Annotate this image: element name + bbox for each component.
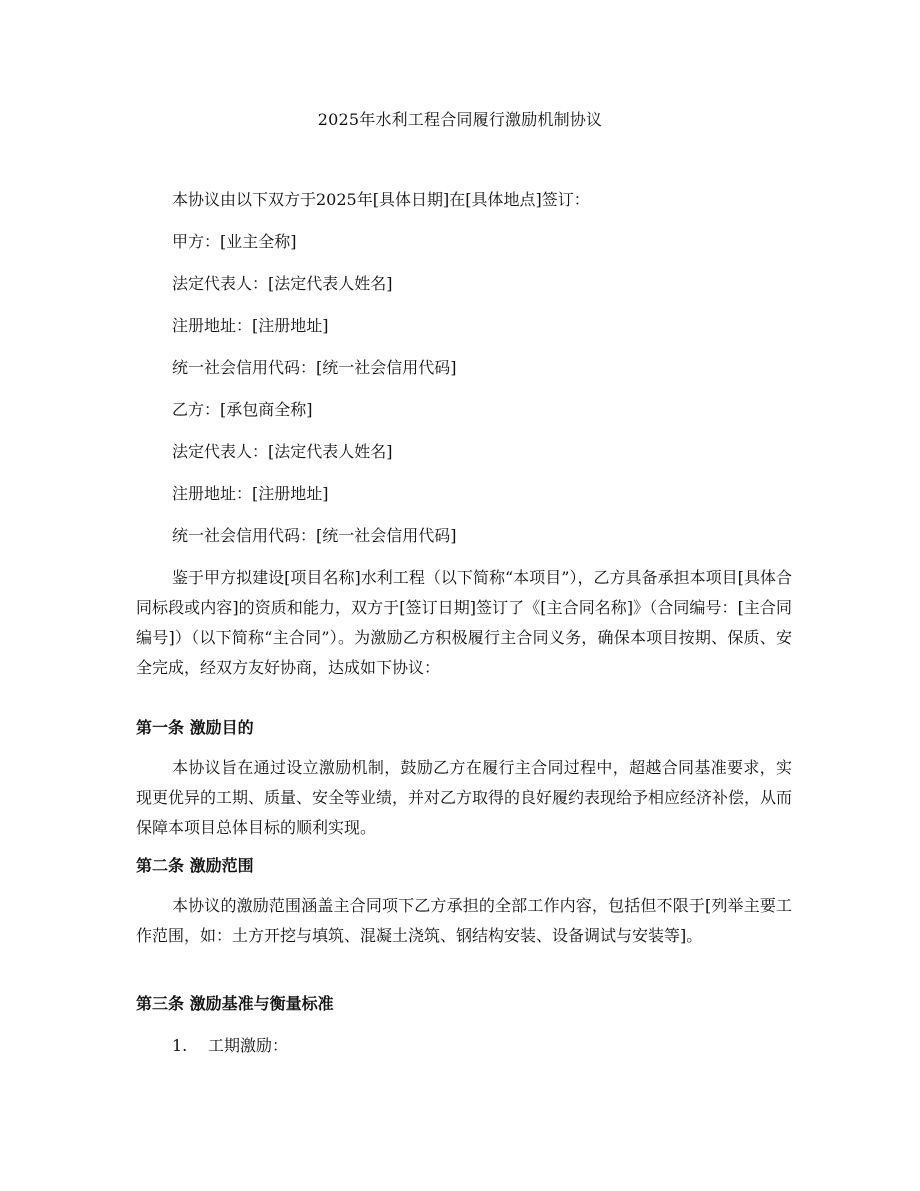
party-b-name: 乙方：[承包商全称] [172,400,313,419]
party-a-credit-code: 统一社会信用代码：[统一社会信用代码] [172,358,457,377]
document-title: 2025年水利工程合同履行激励机制协议 [317,110,603,129]
party-b-address: 注册地址：[注册地址] [172,484,329,503]
party-a-address: 注册地址：[注册地址] [172,316,329,335]
article-2-body: 本协议的激励范围涵盖主合同项下乙方承担的全部工作内容，包括但不限于[列举主要工作范围，如：土方开挖与填筑、混凝土浇筑、钢结构安装、设备调试与安装等]。 [136,896,792,945]
article-3-heading: 第三条 激励基准与衡量标准 [136,994,334,1013]
article-1-heading: 第一条 激励目的 [136,718,254,737]
article-2-heading: 第二条 激励范围 [136,856,254,875]
party-b-representative: 法定代表人：[法定代表人姓名] [172,442,393,461]
preamble-paragraph: 鉴于甲方拟建设[项目名称]水利工程（以下简称“本项目”），乙方具备承担本项目[具体合同标段或内容]的资质和能力，双方于[签订日期]签订了《[主合同名称]》（合同编号：[主合同编号]）（以下简称“主合同”）。为激励乙方积极履行主合同义务，确保本项目按期、保质、安全完成，经双方友好协商，达成如下协议： [136,568,792,677]
list-item [172,1034,288,1058]
list-item-text: 工期激励： [208,1036,289,1055]
party-b-credit-code: 统一社会信用代码：[统一社会信用代码] [172,526,457,545]
party-a-name: 甲方：[业主全称] [172,232,297,251]
article-1-body: 本协议旨在通过设立激励机制，鼓励乙方在履行主合同过程中，超越合同基准要求，实现更优异的工期、质量、安全等业绩，并对乙方取得的良好履约表现给予相应经济补偿，从而保障本项目总体目标的顺利实现。 [136,758,793,837]
party-a-representative: 法定代表人：[法定代表人姓名] [172,274,393,293]
list-item-number: 1. [172,1036,188,1055]
intro-line: 本协议由以下双方于2025年[具体日期]在[具体地点]签订： [172,190,590,209]
